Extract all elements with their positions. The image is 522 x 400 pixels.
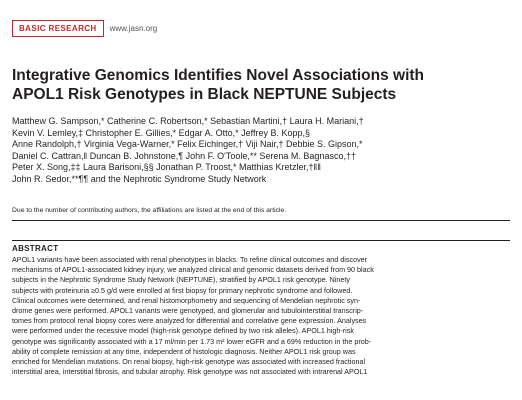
- abstract-body: [12, 255, 512, 377]
- journal-header: [12, 20, 157, 37]
- abstract-line: subjects in the Nephrotic Syndrome Study Network (NEPTUNE), stratified by APOL1 risk genotype. Ninety: [12, 275, 350, 285]
- title-line-1: Integrative Genomics Identifies Novel Associations with: [12, 67, 424, 84]
- article-title: [12, 66, 512, 104]
- abstract-line: ability of complete remission at any time, independent of histologic diagnosis. Neither APOL1 risk group was: [12, 346, 356, 356]
- author-line: Anne Randolph,† Virginia Vega-Warner,* Felix Eichinger,† Viji Nair,† Debbie S. Gipson,*: [12, 139, 363, 150]
- abstract-line: subjects with proteinuria ≥0.5 g/d were enrolled at first biopsy for primary nephrotic syndrome and followed.: [12, 285, 353, 295]
- author-line: Daniel C. Cattran,‖ Duncan B. Johnstone,¶ John F. O'Toole,** Serena M. Bagnasco,††: [12, 150, 356, 161]
- abstract-line: tomes from protocol renal biopsy cores were analyzed for differential and correlative gene expression. Analyses: [12, 316, 367, 326]
- author-list: [12, 116, 512, 186]
- abstract-line: genotype was significantly associated with a 17 ml/min per 1.73 m² lower eGFR and a 69% reduction in the prob-: [12, 336, 372, 346]
- author-line: Peter X. Song,‡‡ Laura Barisoni,§§ Jonathan P. Troost,* Matthias Kretzler,†‖‖: [12, 162, 321, 173]
- abstract-line: APOL1 variants have been associated with renal phenotypes in blacks. To refine clinical outcomes and discover: [12, 255, 368, 264]
- abstract-line: drome genes were performed. APOL1 variants were genotyped, and glomerular and tubulointerstitial transcrip-: [12, 306, 364, 316]
- abstract-line: mechanisms of APOL1-associated kidney injury, we analyzed clinical and genomic datasets derived from 90 black: [12, 265, 374, 275]
- abstract-line: interstitial area, interstitial fibrosis, and tubular atrophy. Risk genotype was not associated with intrarenal APOL1: [12, 367, 368, 377]
- abstract-line: Clinical outcomes were determined, and renal histomorphometry and sequencing of Mendelian nephrotic syn-: [12, 295, 361, 305]
- section-divider: [12, 220, 510, 221]
- author-line: John R. Sedor,**¶¶ and the Nephrotic Syndrome Study Network: [12, 173, 267, 184]
- journal-url[interactable]: www.jasn.org: [109, 24, 158, 33]
- abstract-divider: [12, 240, 510, 241]
- abstract-line: enriched for Mendelian mutations. On renal biopsy, high-risk genotype was associated with increased fractional: [12, 357, 366, 367]
- title-line-2: APOL1 Risk Genotypes in Black NEPTUNE Subjects: [12, 86, 397, 103]
- section-badge: BASIC RESEARCH: [12, 20, 104, 37]
- author-line: Matthew G. Sampson,* Catherine C. Robertson,* Sebastian Martini,† Laura H. Mariani,†: [12, 116, 364, 126]
- affiliation-note: Due to the number of contributing authors, the affiliations are listed at the end of this article.: [12, 207, 287, 214]
- abstract-heading: ABSTRACT: [12, 244, 59, 253]
- abstract-line: were performed under the recessive model (high-risk genotype defined by two risk alleles). APOL1 high-risk: [12, 326, 354, 336]
- author-line: Kevin V. Lemley,‡ Christopher E. Gillies,* Edgar A. Otto,* Jeffrey B. Kopp,§: [12, 127, 310, 138]
